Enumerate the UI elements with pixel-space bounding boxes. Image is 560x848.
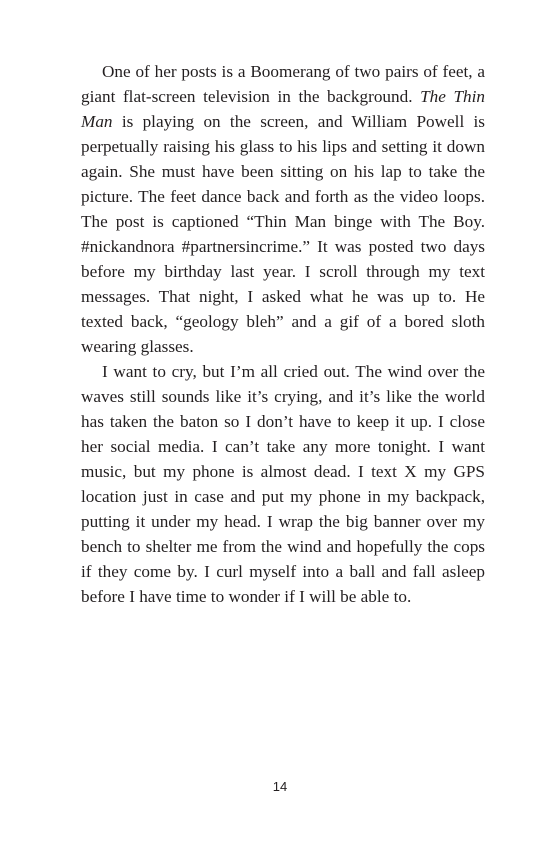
page-number: 14 bbox=[272, 779, 288, 794]
paragraph-1 bbox=[81, 59, 485, 359]
paragraph-1-text-start: One of her posts is a Boomerang of two pairs of feet, a giant flat-screen television in the background. bbox=[81, 62, 485, 106]
body-text bbox=[81, 59, 485, 609]
film-title: The Thin Man bbox=[81, 87, 485, 131]
paragraph-2: I want to cry, but I’m all cried out. The wind over the waves still sounds like it’s crying, and it’s like the world has taken the baton so I don’t have to keep it up. I close her social media. I can’t take any more tonight. I want music, but my phone is almost dead. I text X my GPS location just in case and put my phone in my backpack, putting it under my head. I wrap the big banner over my bench to shelter me from the wind and hopefully the cops if they come by. I curl myself into a ball and fall asleep before I have time to wonder if I will be able to. bbox=[81, 362, 485, 606]
paragraph-1-text-end: is playing on the screen, and William Powell is perpetually raising his glass to his lips and setting it down again. She must have been sitting on his lap to take the picture. The feet dance back and forth as the video loops. The post is captioned “Thin Man binge with The Boy. #nickandnora #partnersincrime.” It was posted two days before my birthday last year. I scroll through my text messages. That night, I asked what he was up to. He texted back, “geology bleh” and a gif of a bored sloth wearing glasses. bbox=[81, 112, 485, 356]
